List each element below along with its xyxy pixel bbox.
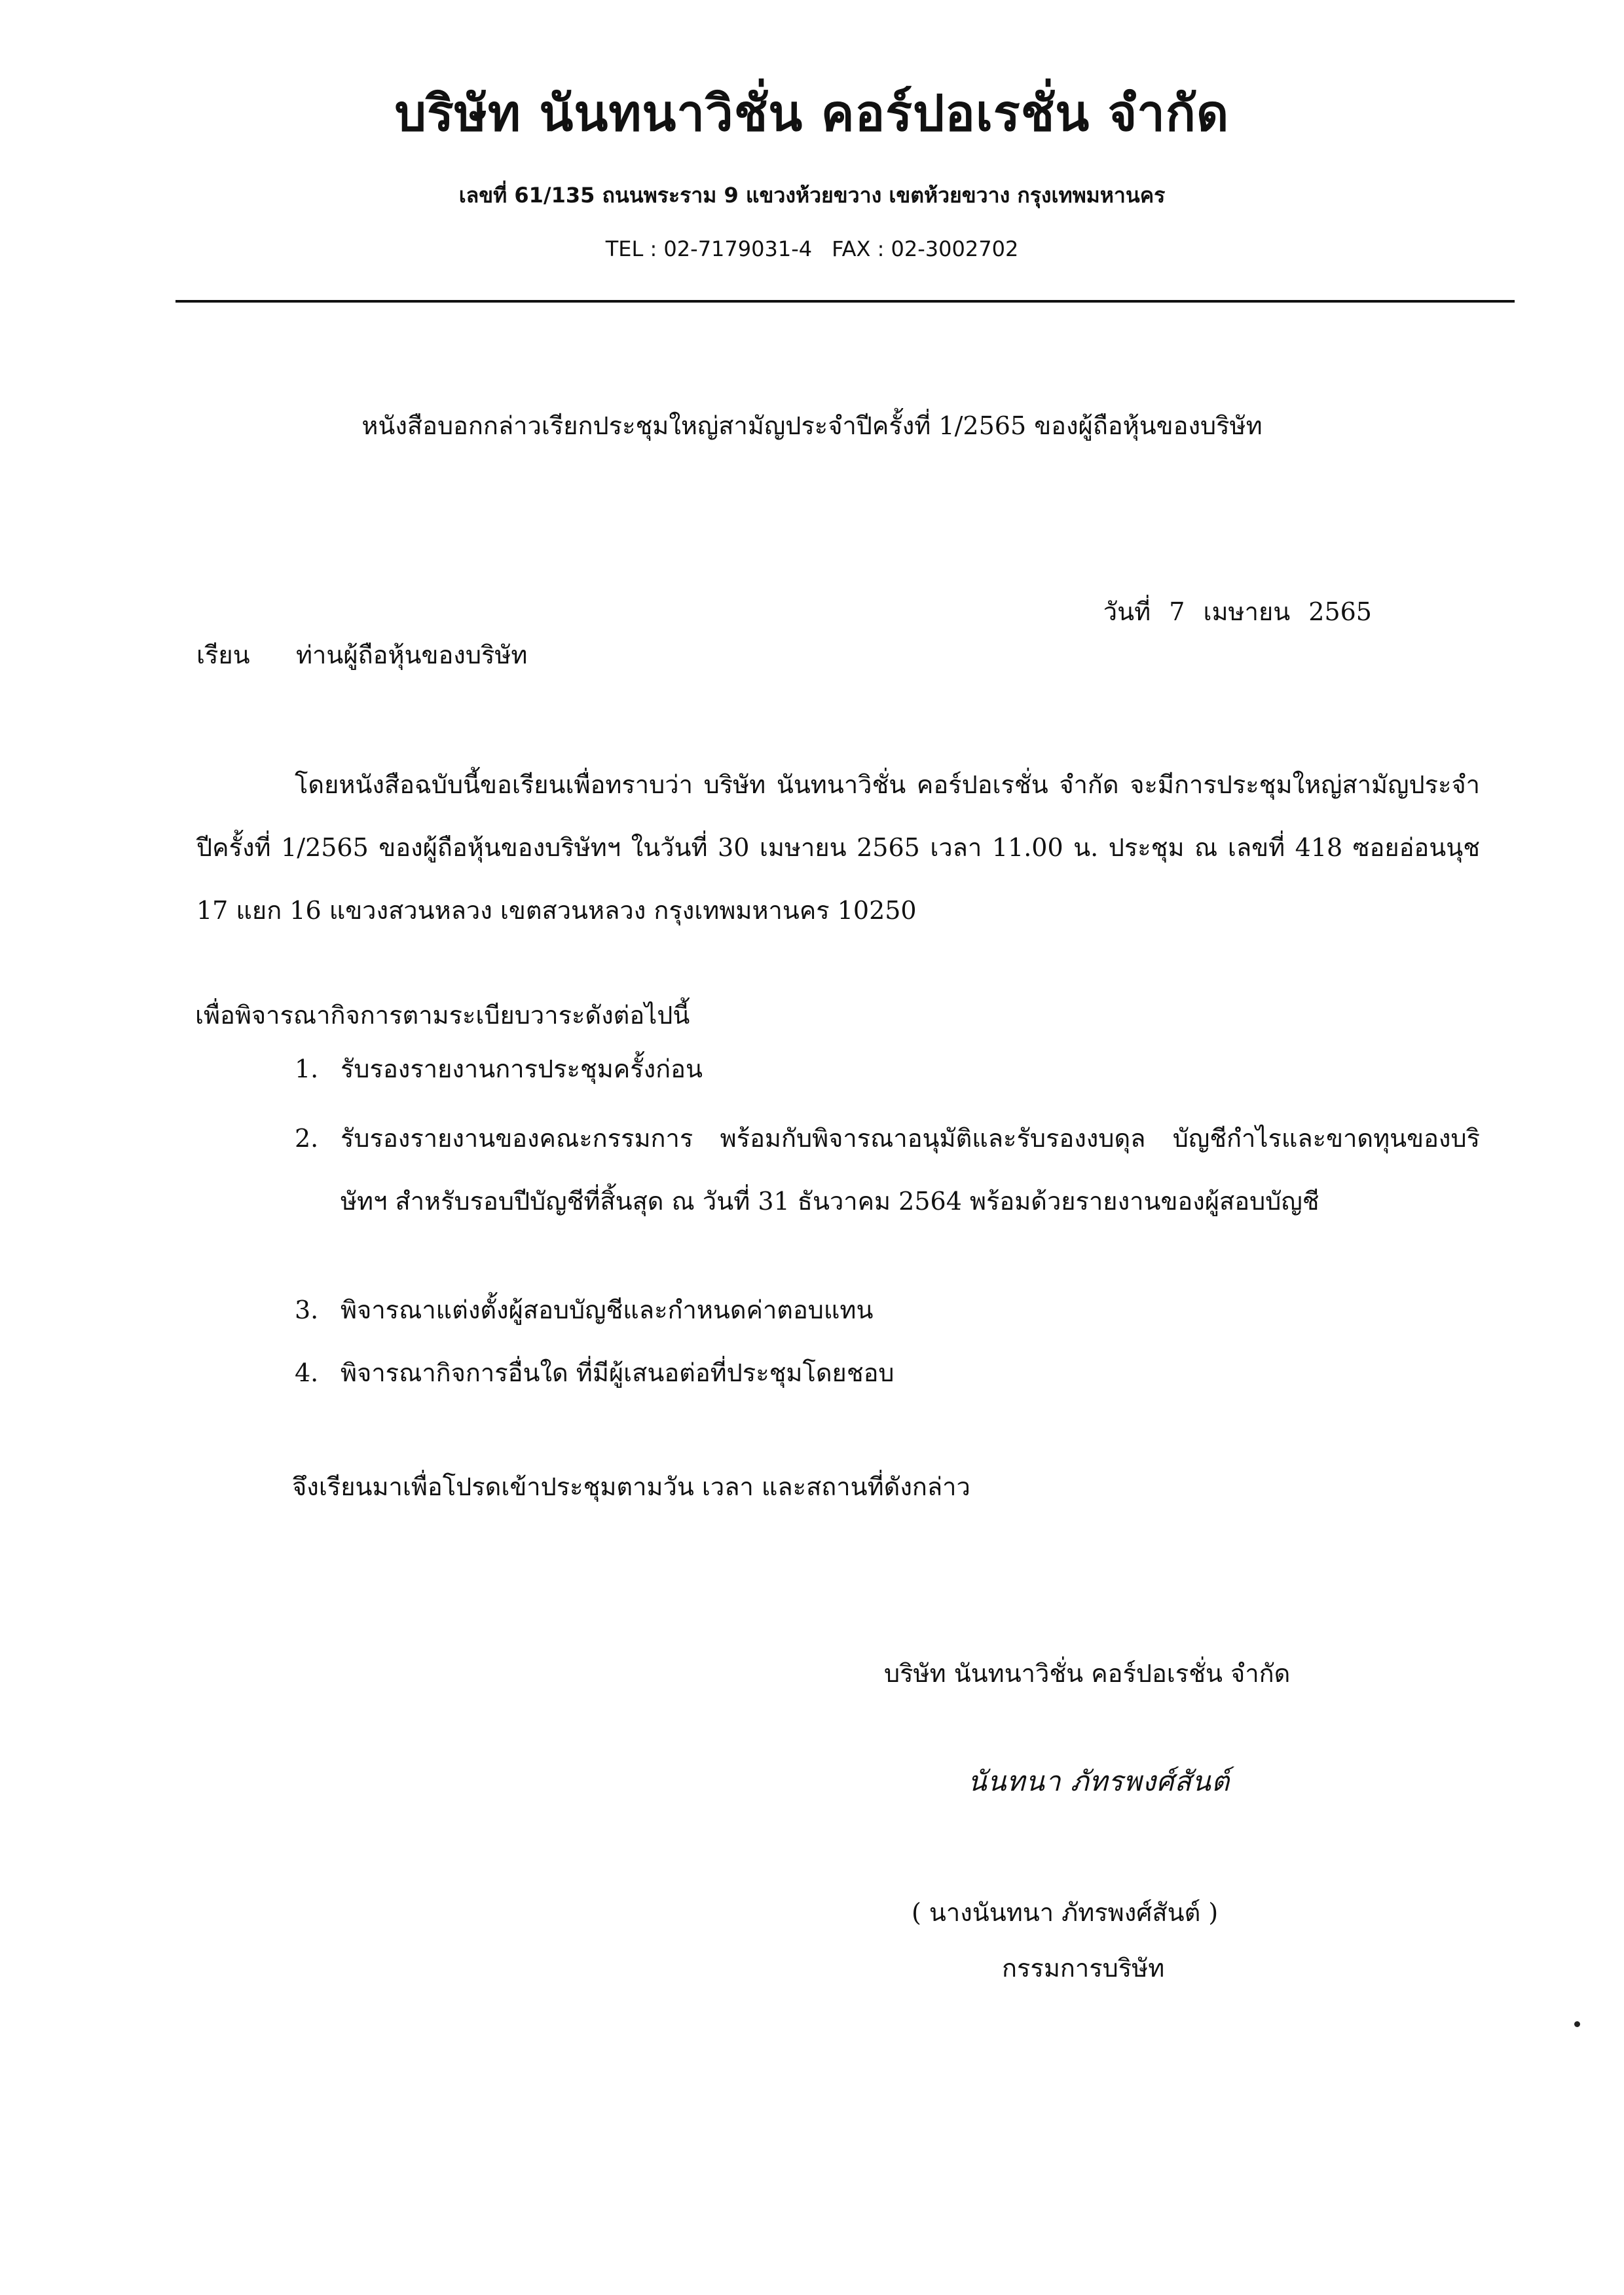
company-tel: TEL : 02-7179031-4 xyxy=(605,236,813,261)
date-year: 2565 xyxy=(1308,597,1372,626)
agenda-item-number: 4. xyxy=(295,1358,319,1387)
body-paragraph: โดยหนังสือฉบับนี้ขอเรียนเพื่อทราบว่า บริษัท นันทนาวิชั่น คอร์ปอเรชั่น จำกัด จะมีการประชุมใหญ่สามัญประจำปีครั้งที่ 1/2565 ของผู้ถือหุ้นของบริษัทฯ ในวันที่ 30 เมษายน 2565 เวลา 11.00 น. ประชุม ณ เลขที่ 418 ซอยอ่อนนุช 17 แยก 16 แขวงสวนหลวง เขตสวนหลวง กรุงเทพมหานคร 10250 xyxy=(196,770,1480,925)
salutation-recipient: ท่านผู้ถือหุ้นของบริษัท xyxy=(296,641,528,669)
agenda-item-number: 2. xyxy=(295,1124,319,1153)
header-divider xyxy=(175,300,1515,303)
signer-name: ( นางนันทนา ภัทรพงศ์สันต์ ) xyxy=(912,1898,1219,1927)
signer-position: กรรมการบริษัท xyxy=(1002,1954,1165,1983)
closing-sentence: จึงเรียนมาเพื่อโปรดเข้าประชุมตามวัน เวลา และสถานที่ดังกล่าว xyxy=(292,1472,970,1501)
date-day: 7 xyxy=(1169,597,1185,626)
agenda-item-text: พิจารณากิจการอื่นใด ที่มีผู้เสนอต่อที่ประชุมโดยชอบ xyxy=(341,1358,895,1387)
agenda-item-text: รับรองรายงานของคณะกรรมการ พร้อมกับพิจารณาอนุมัติและรับรองงบดุล บัญชีกำไรและขาดทุนของบริษัทฯ สำหรับรอบปีบัญชีที่สิ้นสุด ณ วันที่ 31 ธันวาคม 2564 พร้อมด้วยรายงานของผู้สอบบัญชี xyxy=(341,1124,1480,1216)
agenda-item-1 xyxy=(295,1037,1480,1100)
agenda-intro: เพื่อพิจารณากิจการตามระเบียบวาระดังต่อไปนี้ xyxy=(195,1001,690,1030)
agenda-item-text: รับรองรายงานการประชุมครั้งก่อน xyxy=(341,1054,703,1083)
agenda-item-number: 1. xyxy=(295,1054,319,1083)
agenda-item-3 xyxy=(295,1278,1480,1341)
scan-speck xyxy=(1574,2021,1580,2027)
salutation xyxy=(196,629,528,681)
agenda-item-2 xyxy=(295,1107,1480,1233)
agenda-item-number: 3. xyxy=(295,1296,319,1324)
agenda-item-4 xyxy=(295,1341,1480,1404)
signature: นันทนา ภัทรพงศ์สันต์ xyxy=(968,1765,1230,1797)
company-contact xyxy=(0,229,1624,269)
signoff-company: บริษัท นันทนาวิชั่น คอร์ปอเรชั่น จำกัด xyxy=(884,1659,1291,1688)
date-month: เมษายน xyxy=(1203,597,1291,626)
salutation-label: เรียน xyxy=(196,641,250,669)
company-fax: FAX : 02-3002702 xyxy=(832,236,1019,261)
letter-date xyxy=(1103,586,1372,638)
agenda-item-text: พิจารณาแต่งตั้งผู้สอบบัญชีและกำหนดค่าตอบแทน xyxy=(341,1296,874,1324)
company-address: เลขที่ 61/135 ถนนพระราม 9 แขวงห้วยขวาง เขตห้วยขวาง กรุงเทพมหานคร xyxy=(458,183,1166,208)
document-title: หนังสือบอกกล่าวเรียกประชุมใหญ่สามัญประจำปีครั้งที่ 1/2565 ของผู้ถือหุ้นของบริษัท xyxy=(361,411,1263,440)
date-label: วันที่ xyxy=(1103,597,1151,626)
company-name: บริษัท นันทนาวิชั่น คอร์ปอเรชั่น จำกัด xyxy=(394,84,1230,142)
